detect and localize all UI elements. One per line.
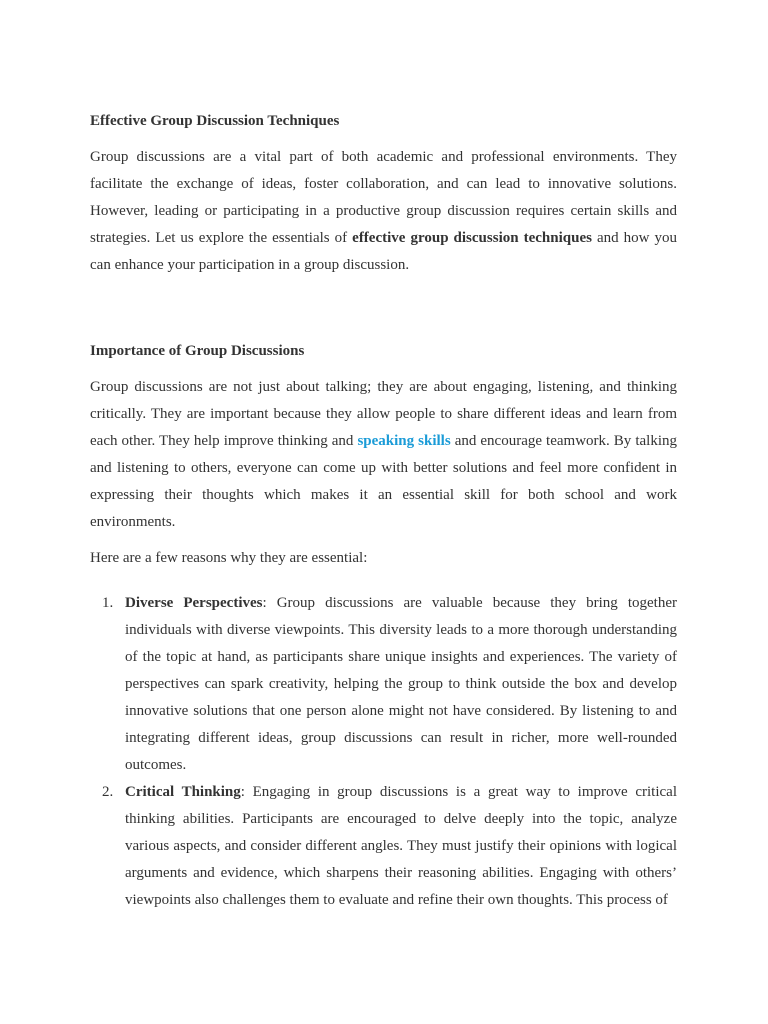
reasons-intro: Here are a few reasons why they are essential: (90, 550, 368, 566)
list-item (90, 590, 677, 779)
reasons-list (90, 590, 677, 914)
intro-text-end: and how you can enhance your participation in a group discussion. (90, 230, 678, 273)
section-heading: Importance of Group Discussions (90, 343, 305, 359)
importance-text-start: Group discussions are not just about talking; they are about engaging, listening, and thinking critically. They are important because they allow people to share different ideas and learn from each other. They help improve thinking and (90, 379, 677, 449)
importance-text-end: and encourage teamwork. By talking and listening to others, everyone can come up with better solutions and feel more confident in expressing their thoughts which makes it an essential skill for both school and work environments. (90, 433, 677, 530)
importance-paragraph (90, 374, 677, 536)
list-item-text: : Engaging in group discussions is a great way to improve critical thinking abilities. Participants are encouraged to delve deeply into the topic, analyze various aspects, and consider different angles. They must justify their opinions with logical arguments and evidence, which sharpens their reasoning abilities. Engaging with others’ viewpoints also challenges them to evaluate and refine their own thoughts. This process of (125, 784, 677, 908)
document-page (90, 109, 677, 914)
document-title: Effective Group Discussion Techniques (90, 113, 340, 129)
list-number: 1. (102, 595, 114, 611)
speaking-skills-link[interactable]: speaking skills (357, 433, 451, 449)
list-item-term: Diverse Perspectives (125, 595, 263, 611)
list-item-text: : Group discussions are valuable because they bring together individuals with diverse viewpoints. This diversity leads to a more thorough understanding of the topic at hand, as participants share unique insights and experiences. The variety of perspectives can spark creativity, helping the group to think outside the box and develop innovative solutions that one person alone might not have considered. By listening to and integrating different ideas, group discussions can result in richer, more well-rounded outcomes. (125, 595, 677, 773)
intro-bold-phrase: effective group discussion techniques (352, 230, 592, 246)
list-item-term: Critical Thinking (125, 784, 241, 800)
list-number: 2. (102, 784, 114, 800)
list-item (90, 779, 677, 914)
intro-text-start: Group discussions are a vital part of both academic and professional environments. They facilitate the exchange of ideas, foster collaboration, and can lead to innovative solutions. However, leading or participating in a productive group discussion requires certain skills and strategies. Let us explore the essentials of (90, 149, 677, 246)
intro-paragraph (90, 144, 677, 279)
